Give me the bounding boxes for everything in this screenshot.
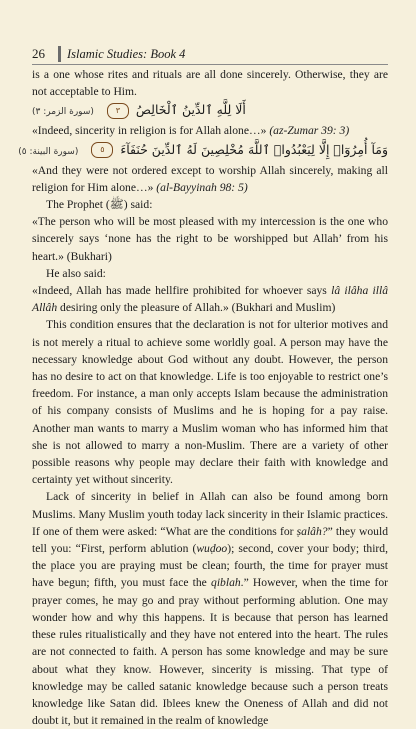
verse-translation-bayyinah [32, 162, 388, 196]
prophet-said-line: The Prophet (ﷺ) said: [46, 198, 153, 212]
term-salah: ṣalâh? [296, 524, 328, 538]
arabic-verse-zumar [32, 100, 388, 122]
translation-text: «And they were not ordered except to worship Allah sincerely, making all religion for Him alone…» [32, 163, 388, 194]
he-also-said-line: He also said: [46, 266, 106, 280]
body-text: ” they would tell you: “First, perform ablution ( [32, 524, 388, 556]
hadith-hellfire [32, 282, 388, 316]
body-text: Lack of sincerity in belief in Allah can also be found among born Muslims. Many Muslim youth today lack sincerity in their Islamic practices. If one of them were asked: “What are the conditions for [32, 490, 388, 538]
term-wudoo: wuḍoo [196, 542, 228, 556]
page-body [18, 66, 388, 729]
verse-reference: (az-Zumar 39: 3) [269, 124, 350, 138]
arabic-verse-reference: (سورة البينة: ٥) [18, 146, 79, 157]
arabic-verse-text: وَمَآ أُمِرُوٓا۟ إِلَّا لِيَعْبُدُوا۟ ٱللَّهَ مُخْلِصِينَ لَهُ ٱلدِّينَ حُنَفَآءَ [120, 141, 388, 157]
page-header [0, 44, 416, 64]
verse-number-marker: ٣ [107, 103, 129, 119]
transliteration: lâ ilâha illâ Allâh [32, 284, 388, 315]
paragraph-intro: is a one whose rites and rituals are all done sincerely. Otherwise, they are not acceptable to Him. [32, 68, 388, 99]
hadith-intercession: «The person who will be most pleased with my intercession is the one who sincerely says ‘none has the right to be worshipped but Allah’ from his heart.» (Bukhari) [32, 215, 388, 263]
verse-number-marker: ٥ [91, 142, 113, 158]
translation-text: «Indeed, sincerity in religion is for Allah alone…» [32, 124, 267, 138]
arabic-verse-text: أَلَا لِلَّهِ ٱلدِّينُ ٱلْخَالِصُ [135, 102, 246, 118]
body-text: .” However, when the time for prayer comes, he may go and pray without performing ablution. One may wonder how and why this happens. It is because that person has learned these rules ritualistically and they have not entered into the heart. The rules are not connected to faith. A person has some knowledge and may be sure about what they know. However, sincerity is missing. That type of knowledge may be called satanic knowledge because such a person treats knowledge like Satan did. Iblees knew the Oneness of Allah and did not doubt it, but it remained in the realm of knowledge [32, 576, 388, 728]
arabic-verse-bayyinah [18, 140, 388, 162]
page-number: 26 [32, 46, 45, 61]
term-qiblah: qiblah [211, 576, 241, 590]
running-title: Islamic Studies: Book 4 [67, 47, 186, 61]
body-text: ); second, cover your body; third, the place you are praying must be clean; fourth, the time for prayer must have begun; fifth, you must face the [32, 542, 388, 590]
header-divider [58, 46, 61, 62]
arabic-verse-reference: (سورة الزمر: ٣) [32, 107, 94, 118]
verse-translation-zumar [32, 122, 388, 139]
hadith-text: «Indeed, Allah has made hellfire prohibited for whoever says [32, 284, 332, 298]
verse-reference: (al-Bayyinah 98: 5) [156, 180, 248, 194]
header-rule [32, 64, 388, 65]
paragraph-lack-of-sincerity [32, 488, 388, 729]
hadith-text: desiring only the pleasure of Allah.» (Bukhari and Muslim) [57, 301, 336, 315]
paragraph-condition: This condition ensures that the declaration is not for ulterior motives and is not merely a ritual to achieve some worldly goal. A person may have the necessary knowledge about God without any doubt. However, the person has no desire to act on that knowledge. Life is too enjoyable to restrict one’s freedom. For instance, a man only accepts Islam because the administration of his company consists of Muslims and he is hoping for a pay raise. Another man wants to marry a Muslim woman who has informed him that she is not allowed to marry a non-Muslim. There are a variety of other possible reasons why people may declare their faith with knowledge and certainty yet without sincerity. [32, 318, 388, 487]
